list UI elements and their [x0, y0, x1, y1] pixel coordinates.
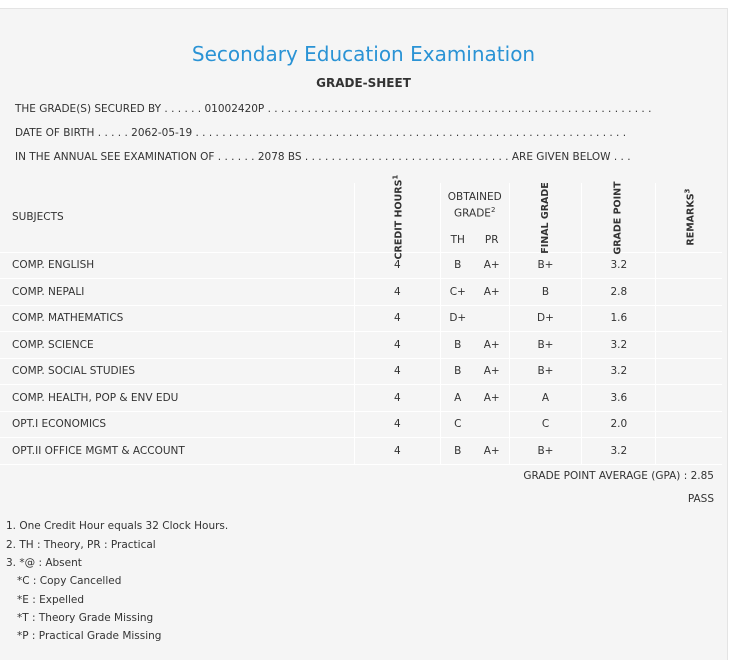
- practical-grade: A+: [475, 252, 509, 279]
- grade-point: 3.2: [582, 252, 656, 279]
- practical-grade: A+: [475, 358, 509, 385]
- grade-point: 3.2: [582, 358, 656, 385]
- subject-name: COMP. NEPALI: [0, 279, 354, 306]
- examination-line: IN THE ANNUAL SEE EXAMINATION OF . . . . . . 2078 BS . . . . . . . . . . . . . . . . . . . . . . . . . . . . . . . ARE GIVEN BELOW . . .: [15, 151, 631, 163]
- subject-name: COMP. ENGLISH: [0, 252, 354, 279]
- secured-by-line: THE GRADE(S) SECURED BY . . . . . . 01002420P . . . . . . . . . . . . . . . . . . . . . . . . . . . . . . . . . . . . . . . . . . . . . . . . . . . . . . . . . .: [15, 103, 652, 115]
- theory-grade: C+: [440, 279, 475, 306]
- credit-hours: 4: [354, 358, 440, 385]
- grade-point: 3.2: [582, 332, 656, 359]
- remarks: [656, 358, 722, 385]
- note-expelled: *E : Expelled: [17, 594, 85, 606]
- grade-point: 1.6: [582, 305, 656, 332]
- header-final-grade: FINAL GRADE: [509, 183, 582, 252]
- header-pr: PR: [475, 228, 509, 252]
- practical-grade: [475, 305, 509, 332]
- subject-name: COMP. MATHEMATICS: [0, 305, 354, 332]
- credit-hours: 4: [354, 438, 440, 465]
- header-subjects: SUBJECTS: [0, 183, 354, 252]
- table-row: [0, 358, 722, 385]
- grade-point: 3.6: [582, 385, 656, 412]
- exam-title: Secondary Education Examination: [191, 42, 536, 66]
- theory-grade: B: [440, 332, 475, 359]
- table-row: [0, 279, 722, 306]
- theory-grade: C: [440, 411, 475, 438]
- header-obtained-grade: OBTAINED GRADE$^2$: [440, 183, 509, 228]
- grade-point: 3.2: [582, 438, 656, 465]
- practical-grade: A+: [475, 279, 509, 306]
- practical-grade: [475, 411, 509, 438]
- final-grade: B+: [509, 438, 582, 465]
- theory-grade: B: [440, 358, 475, 385]
- final-grade: B+: [509, 332, 582, 359]
- grade-point: 2.8: [582, 279, 656, 306]
- note-theory-practical: 2. TH : Theory, PR : Practical: [6, 539, 156, 551]
- remarks: [656, 385, 722, 412]
- final-grade: B: [509, 279, 582, 306]
- theory-grade: B: [440, 252, 475, 279]
- credit-hours: 4: [354, 279, 440, 306]
- result-status: PASS: [687, 493, 714, 505]
- practical-grade: A+: [475, 332, 509, 359]
- header-remarks: REMARKS$^3$: [656, 183, 722, 252]
- subject-name: COMP. HEALTH, POP & ENV EDU: [0, 385, 354, 412]
- header-th: TH: [440, 228, 475, 252]
- table-row: [0, 438, 722, 465]
- date-of-birth-line: DATE OF BIRTH . . . . . 2062-05-19 . . . . . . . . . . . . . . . . . . . . . . . . . . . . . . . . . . . . . . . . . . . . . . . . . . . . . . . . . . . . . . . . .: [15, 127, 627, 139]
- header-grade-point: GRADE POINT: [582, 183, 656, 252]
- final-grade: A: [509, 385, 582, 412]
- grades-table: [0, 174, 722, 465]
- remarks: [656, 279, 722, 306]
- remarks: [656, 438, 722, 465]
- final-grade: C: [509, 411, 582, 438]
- credit-hours: 4: [354, 305, 440, 332]
- subject-name: COMP. SCIENCE: [0, 332, 354, 359]
- subject-name: OPT.I ECONOMICS: [0, 411, 354, 438]
- theory-grade: D+: [440, 305, 475, 332]
- subject-name: COMP. SOCIAL STUDIES: [0, 358, 354, 385]
- note-practical-missing: *P : Practical Grade Missing: [17, 630, 162, 642]
- final-grade: B+: [509, 358, 582, 385]
- theory-grade: A: [440, 385, 475, 412]
- table-row: [0, 411, 722, 438]
- note-credit-hour: 1. One Credit Hour equals 32 Clock Hours.: [6, 520, 229, 532]
- table-row: [0, 385, 722, 412]
- credit-hours: 4: [354, 385, 440, 412]
- credit-hours: 4: [354, 411, 440, 438]
- note-absent: 3. *@ : Absent: [6, 557, 82, 569]
- header-credit-hours: CREDIT HOURS$^1$: [354, 183, 440, 252]
- final-grade: D+: [509, 305, 582, 332]
- remarks: [656, 305, 722, 332]
- note-copy-cancelled: *C : Copy Cancelled: [17, 575, 122, 587]
- practical-grade: A+: [475, 438, 509, 465]
- note-theory-missing: *T : Theory Grade Missing: [17, 612, 154, 624]
- table-row: [0, 305, 722, 332]
- grade-sheet-heading: GRADE-SHEET: [316, 76, 411, 90]
- grade-sheet: [0, 8, 728, 660]
- table-row: [0, 332, 722, 359]
- table-row: [0, 252, 722, 279]
- remarks: [656, 411, 722, 438]
- grade-point: 2.0: [582, 411, 656, 438]
- remarks: [656, 332, 722, 359]
- credit-hours: 4: [354, 252, 440, 279]
- remarks: [656, 252, 722, 279]
- subject-name: OPT.II OFFICE MGMT & ACCOUNT: [0, 438, 354, 465]
- final-grade: B+: [509, 252, 582, 279]
- gpa-summary: GRADE POINT AVERAGE (GPA) : 2.85: [523, 470, 714, 482]
- practical-grade: A+: [475, 385, 509, 412]
- credit-hours: 4: [354, 332, 440, 359]
- theory-grade: B: [440, 438, 475, 465]
